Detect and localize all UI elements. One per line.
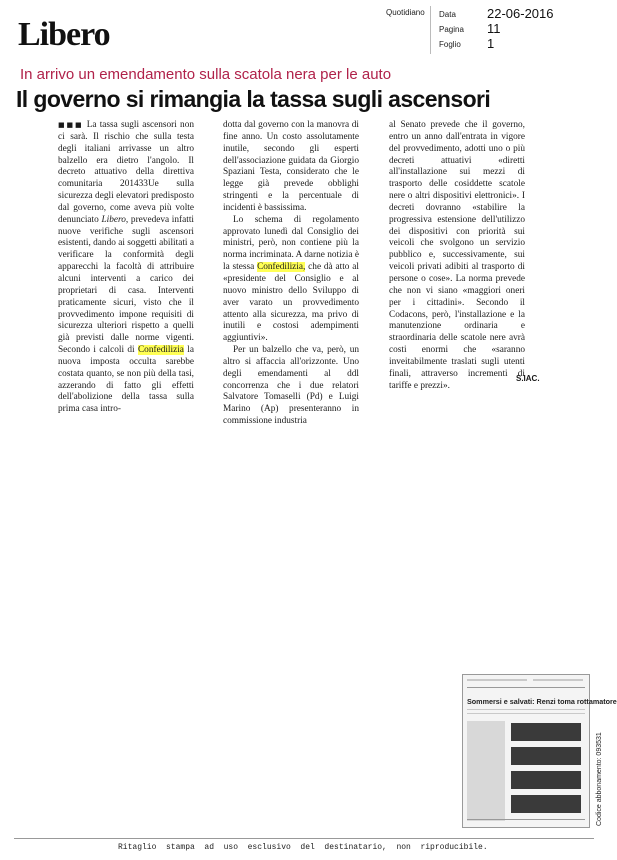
thumb-line <box>467 709 585 710</box>
article-headline: Il governo si rimangia la tassa sugli ascensori <box>16 86 491 112</box>
article-column-1 <box>58 120 194 416</box>
article-kicker: In arrivo un emendamento sulla scatola nera per le auto <box>20 66 392 83</box>
thumb-text-block <box>467 721 505 821</box>
paragraph <box>58 120 194 416</box>
paragraph <box>223 215 359 345</box>
meta-value: 1 <box>487 36 495 51</box>
thumb-line <box>467 819 585 820</box>
paragraph: dotta dal governo con la manovra di fine anno. Un costo assolutamente inutile, secondo gli esperti dell'associazione guidata da Giorgio Spaziani Testa, considerato che le legge già prevede obblighi stringenti e la percentuale di incidenti è bassissima. <box>223 120 359 213</box>
masthead <box>14 6 594 58</box>
thumb-title: Sommersi e salvati: Renzi toma rottamatore <box>467 697 617 706</box>
meta-value: 22-06-2016 <box>487 6 554 21</box>
meta-box <box>430 6 601 54</box>
paragraph: Per un balzello che va, però, un altro si affaccia all'orizzonte. Uno degli emendamenti al ddl concorrenza che i due relatori Salvatore Tomaselli (Pd) e Luigi Marino (Ap) presenteranno in commissione industria <box>223 345 359 427</box>
highlighted-text: Confedilizia, <box>257 262 306 273</box>
author-signature: S.IAC. <box>516 374 540 383</box>
thumb-photo <box>511 747 581 765</box>
thumb-photo <box>511 723 581 741</box>
thumb-photo <box>511 795 581 813</box>
highlighted-text: Confedilizia <box>137 345 184 356</box>
article-column-3 <box>389 120 525 392</box>
newspaper-logo: Libero <box>18 16 110 53</box>
text-run: che dà atto al «presidente del Consiglio e al nuovo ministro dello Sviluppo di aver varato un provvedimento attento alla sicurezza, ma privo di inutili e costosi adempimenti aggiuntivi». <box>223 262 359 344</box>
lead-marker: ■■■ <box>58 121 84 129</box>
text-run: , prevedeva infatti nuove verifiche sugli ascensori esistenti, dando ai soggetti abilitati a verificare la conformità degli apparecchi la facoltà di attribuire alcuni interventi a carico dei proprietari di casa. Interventi praticamente sicuri, visto che il provvedimento impone requisiti di sicurezza ulteriori rispetto a quelli già previsti dalle norme vigenti. Secondo i calcoli di <box>58 214 194 356</box>
publication-type: Quotidiano <box>386 8 425 17</box>
paragraph: al Senato prevede che il governo, entro un anno dall'entrata in vigore del provvedimento, adotti uno o più decreti attuativi «diretti all'installazione sui mezzi di trasporto delle cosiddette scatole nere o altri dispositivi elettronici». I decreti dovranno «stabilire la progressiva estensione dell'utilizzo dei dispositivi con priorità sui veicoli che svolgono un servizio pubblico e, successivamente, sui veicoli privati adibiti al trasporto di persone o cose». La norma prevede che non vi siano «maggiori oneri per i cittadini». Secondo il Codacons, però, l'installazione e la manutenzione ordinaria e straordinaria delle scatole nere avrà costi enormi che «saranno inveitabilmente traslati sugli utenti finali, attraverso incrementi di tariffe e prezzi». <box>389 120 525 391</box>
text-run: la nuova imposta occulta sarebbe costata quanto, se non più della tasi, azzerando di fatto gli effetti dell'abolizione della tassa sulla prima casa intro- <box>58 345 194 415</box>
subscription-code: Codice abbonamento: 093531 <box>596 732 603 826</box>
meta-label: Foglio <box>439 40 461 49</box>
thumb-line <box>467 687 585 688</box>
meta-label: Data <box>439 10 456 19</box>
meta-label: Pagina <box>439 25 464 34</box>
thumb-line <box>533 679 583 681</box>
thumb-line <box>467 713 585 714</box>
text-run: La tassa sugli ascensori non ci sarà. Il rischio che sulla testa degli italiani arrivasse un altro balzello era dietro l'angolo. Il decreto attuativo della direttiva comunitaria 201433Ue sulla sicurezza degli elevatori predisposto dal governo, come aveva più volte denunciato <box>58 120 194 225</box>
thumb-line <box>467 679 527 681</box>
thumb-photo <box>511 771 581 789</box>
meta-value: 11 <box>487 21 501 36</box>
text-run: Lo schema di regolamento approvato lunedì dal Consiglio dei ministri, però, non contiene più la norma incriminata. A darne notizia è la stessa <box>223 214 359 273</box>
footer <box>14 838 594 855</box>
article-column-2 <box>223 120 359 428</box>
italic-text: Libero <box>101 214 126 225</box>
footer-notice: Ritaglio stampa ad uso esclusivo del destinatario, non riproducibile. <box>118 843 488 852</box>
